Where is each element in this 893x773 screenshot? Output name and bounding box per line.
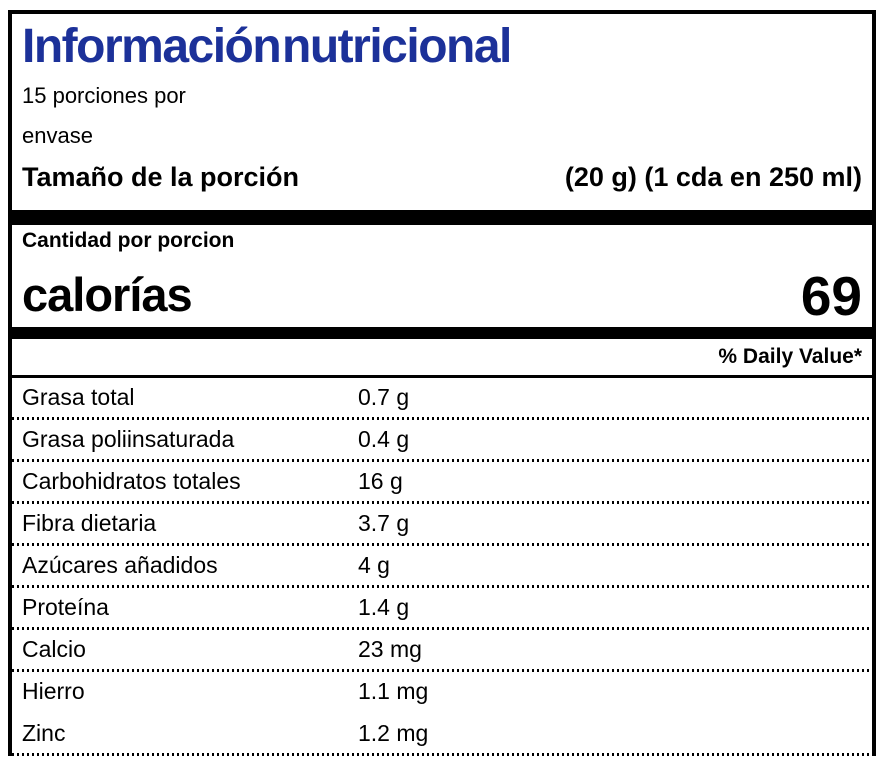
row-divider	[12, 753, 872, 756]
nutrient-row-content	[12, 714, 872, 753]
nutrient-amount: 16 g	[358, 468, 403, 494]
nutrient-row	[12, 546, 872, 588]
nutrient-row	[12, 378, 872, 420]
nutrient-name: Zinc	[22, 720, 66, 746]
nutrient-name: Grasa total	[22, 384, 135, 410]
serving-size-row	[12, 156, 872, 198]
serving-size-label: Tamaño de la porción	[22, 162, 300, 192]
nutrient-amount: 3.7 g	[358, 510, 410, 536]
nutrient-name: Azúcares añadidos	[22, 552, 218, 578]
daily-value-header: % Daily Value*	[718, 345, 862, 368]
nutrient-name: Grasa poliinsaturada	[22, 426, 235, 452]
nutrition-label	[8, 10, 876, 756]
nutrient-amount: 23 mg	[358, 636, 422, 662]
nutrient-name: Proteína	[22, 594, 109, 620]
nutrient-row	[12, 588, 872, 630]
nutrient-row	[12, 420, 872, 462]
calories-value: 69	[800, 265, 862, 327]
nutrient-row	[12, 714, 872, 756]
nutrient-row-content	[12, 420, 872, 459]
nutrient-row	[12, 462, 872, 504]
servings-per-container-line2: envase	[22, 123, 93, 148]
nutrient-row-content	[12, 588, 872, 627]
nutrient-amount: 0.4 g	[358, 426, 410, 452]
serving-size-value: (20 g) (1 cda en 250 ml)	[564, 162, 862, 192]
nutrient-amount: 1.1 mg	[358, 678, 429, 704]
nutrient-row	[12, 630, 872, 672]
nutrient-name: Carbohidratos totales	[22, 468, 241, 494]
nutrient-amount: 4 g	[358, 552, 390, 578]
thick-separator-top	[12, 210, 872, 225]
nutrient-name: Calcio	[22, 636, 86, 662]
nutrient-amount: 1.4 g	[358, 594, 410, 620]
nutrient-name: Hierro	[22, 678, 85, 704]
nutrient-row-content	[12, 378, 872, 417]
nutrient-row-content	[12, 462, 872, 501]
label-title: Información nutricional	[22, 20, 511, 73]
nutrient-amount: 1.2 mg	[358, 720, 429, 746]
nutrient-row-content	[12, 630, 872, 669]
nutrient-row-content	[12, 546, 872, 585]
nutrient-amount: 0.7 g	[358, 384, 410, 410]
nutrient-row-content	[12, 672, 872, 711]
thick-separator-calories	[12, 327, 872, 339]
calories-label: calorías	[22, 268, 192, 321]
amount-per-serving-label: Cantidad por porcion	[22, 229, 235, 252]
nutrient-row	[12, 672, 872, 714]
nutrients-table	[12, 378, 872, 756]
calories-row	[12, 257, 872, 327]
nutrient-row	[12, 504, 872, 546]
servings-per-container-line1: 15 porciones por	[22, 83, 186, 108]
nutrient-row-content	[12, 504, 872, 543]
nutrient-name: Fibra dietaria	[22, 510, 157, 536]
